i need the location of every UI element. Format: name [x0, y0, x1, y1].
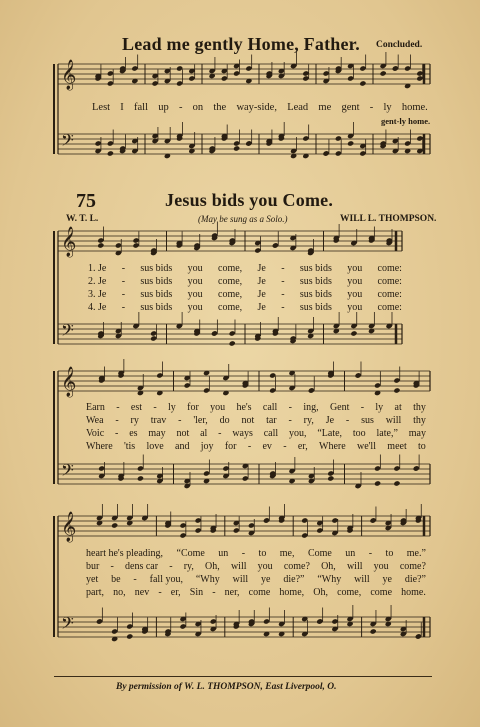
lyric-word: sus bids: [299, 289, 332, 300]
verse-line: [86, 587, 426, 598]
lyric-word: Je: [257, 289, 266, 300]
lyric-word: ev: [262, 441, 272, 452]
verse-line: [86, 561, 426, 572]
verse-line: [88, 276, 402, 287]
lyric-word: come,: [218, 289, 243, 300]
lyric-word: -: [116, 402, 120, 413]
lyric-word: Oh,: [321, 561, 336, 572]
lyric-word: er,: [297, 441, 308, 452]
lyric-word: Je: [325, 415, 335, 426]
lyric-word: ry: [130, 415, 139, 426]
lyric-word: come:: [377, 289, 402, 300]
lyric-word: yet: [86, 574, 99, 585]
lyric-word: Where: [319, 441, 346, 452]
lyric-word: dens car: [125, 561, 159, 572]
lyric-word: Lead: [287, 102, 309, 113]
lyric-word: ye: [261, 574, 271, 585]
lyric-word: tar: [266, 415, 277, 426]
lyric-word: Je: [257, 302, 266, 313]
lyric-word: -: [178, 102, 183, 113]
lyric-word: thy: [413, 402, 426, 413]
lyric-word: -: [241, 548, 246, 559]
lyric-word: die?”: [404, 574, 426, 585]
concluded-note: Concluded.: [376, 40, 423, 50]
lyric-word: -: [288, 402, 293, 413]
lyric-word: -: [110, 561, 114, 572]
lyric-word: sus bids: [299, 302, 332, 313]
lyric-word: you: [210, 402, 226, 413]
lyric-word: you: [347, 263, 363, 274]
lyric-word: ry,: [183, 561, 194, 572]
lyric-word: and: [175, 441, 190, 452]
lyric-word: 'ler,: [193, 415, 208, 426]
lyric-word: home,: [279, 587, 305, 598]
lyric-word: may: [148, 428, 166, 439]
lyric-word: will: [232, 574, 249, 585]
lyric-word: sus bids: [140, 276, 173, 287]
top-treble-note: [380, 70, 387, 76]
lyric-word: for: [224, 441, 237, 452]
lyric-word: ry,: [303, 415, 314, 426]
lyric-word: way-side,: [236, 102, 277, 113]
system-3-treble-clef: 𝄞: [61, 512, 77, 542]
lyric-word: sus bids: [140, 302, 173, 313]
lyric-word: come:: [377, 263, 402, 274]
lyric-word: sus bids: [299, 276, 332, 287]
system-1-bass-clef: 𝄢: [61, 320, 74, 344]
lyric-word: ly: [383, 102, 392, 113]
lyric-word: come: [370, 587, 393, 598]
lyric-word: -: [121, 276, 126, 287]
lyric-word: fall: [134, 102, 149, 113]
system-1-treble-note: [97, 242, 104, 248]
hymn-title: Jesus bids you Come.: [165, 190, 334, 210]
lyric-word: love: [146, 441, 164, 452]
lyric-word: Wea: [86, 415, 104, 426]
lyric-word: come: [248, 587, 271, 598]
lyric-word: -: [121, 289, 126, 300]
lyric-word: Oh,: [205, 561, 220, 572]
lyric-word: you: [373, 561, 389, 572]
lyric-word: die?”: [283, 574, 305, 585]
verse-line: [88, 302, 402, 313]
lyric-word: un: [345, 548, 356, 559]
lyric-word: -: [281, 276, 285, 287]
lyric-word: -: [212, 587, 216, 598]
lyric-word: -: [345, 415, 350, 426]
footer-rule: [54, 676, 432, 677]
lyric-word: sus bids: [140, 289, 173, 300]
lyric-word: come?: [399, 561, 426, 572]
lyric-word: home.: [401, 102, 428, 113]
system-2-treble-note: [393, 387, 400, 393]
lyric-word: come,: [218, 302, 243, 313]
hymn-composer: WILL L. THOMPSON.: [340, 214, 437, 224]
system-2-bass-note: [327, 475, 334, 481]
lyric-word: come:: [377, 302, 402, 313]
lyric-word: -: [178, 415, 182, 426]
lyric-word: -: [115, 415, 119, 426]
top-lyric-line: [92, 102, 428, 113]
lyric-word: part,: [86, 587, 105, 598]
lyric-word: Sin: [189, 587, 204, 598]
lyric-word: ye: [382, 574, 392, 585]
verse-line: [86, 548, 426, 559]
lyric-word: -: [158, 587, 162, 598]
lyric-word: trav: [150, 415, 167, 426]
verse-line: [86, 428, 426, 439]
lyric-word: sus bids: [299, 263, 332, 274]
lyric-word: bur: [86, 561, 100, 572]
lyric-word: thy: [413, 415, 426, 426]
top-lyric-sub: gent-ly home.: [381, 116, 431, 126]
permission-footer: By permission of W. L. THOMPSON, East Liverpool, O.: [116, 682, 337, 692]
lyric-word: Earn: [86, 402, 105, 413]
lyric-word: heart he's pleading,: [86, 548, 164, 559]
verse-line: [86, 402, 426, 413]
system-2-bass-note: [137, 475, 144, 481]
lyric-word: up: [158, 102, 169, 113]
lyric-word: -: [115, 428, 119, 439]
lyric-word: you: [187, 276, 203, 287]
top-treble-clef: 𝄞: [61, 60, 77, 90]
lyric-word: “Why: [195, 574, 220, 585]
lyric-word: you: [347, 302, 363, 313]
lyric-word: joy: [200, 441, 214, 452]
lyric-word: you: [257, 561, 273, 572]
lyric-word: the: [213, 102, 227, 113]
performance-note: (May be sung as a Solo.): [198, 214, 288, 224]
lyric-word: -: [121, 302, 126, 313]
lyric-word: Come: [307, 548, 332, 559]
lyric-word: meet: [387, 441, 407, 452]
verse-line: [88, 289, 402, 300]
lyric-word: Je: [257, 263, 266, 274]
lyric-word: will: [385, 415, 402, 426]
lyric-word: -: [369, 102, 374, 113]
lyric-word: -: [368, 548, 373, 559]
lyric-word: Je: [257, 276, 266, 287]
lyric-word: we'll: [356, 441, 376, 452]
lyric-word: ly: [375, 402, 384, 413]
lyric-word: gent: [341, 102, 360, 113]
lyric-word: on: [192, 102, 204, 113]
lyric-word: sus: [361, 415, 374, 426]
lyric-word: -: [133, 574, 137, 585]
lyric-word: too: [352, 428, 366, 439]
verse-line: [88, 263, 402, 274]
lyric-word: will: [230, 561, 247, 572]
lyric-word: you,: [289, 428, 307, 439]
lyric-word: Oh,: [313, 587, 328, 598]
lyric-word: nev: [134, 587, 150, 598]
lyric-word: -: [153, 402, 157, 413]
lyric-word: ing,: [303, 402, 319, 413]
top-treble-note: [359, 80, 366, 86]
lyric-word: Where: [86, 441, 113, 452]
verse-line: [86, 415, 426, 426]
lyric-word: you: [187, 289, 203, 300]
lyric-word: “Late,: [317, 428, 343, 439]
lyric-word: ways: [232, 428, 253, 439]
lyric-word: “Why: [317, 574, 342, 585]
lyric-word: 2. Je: [88, 276, 107, 287]
lyric-word: est: [130, 402, 142, 413]
lyric-word: me.”: [406, 548, 426, 559]
lyric-word: call: [262, 402, 278, 413]
lyric-word: at: [394, 402, 402, 413]
lyric-word: will: [346, 561, 363, 572]
lyric-word: to: [385, 548, 394, 559]
lyric-word: come?: [283, 561, 310, 572]
lyric-word: come,: [218, 263, 243, 274]
lyric-word: may: [408, 428, 426, 439]
verse-line: [86, 441, 426, 452]
lyric-word: no,: [113, 587, 126, 598]
lyric-word: home.: [401, 587, 426, 598]
lyric-word: 'tis: [123, 441, 136, 452]
lyric-word: -: [281, 263, 285, 274]
system-1-bass-note: [229, 340, 236, 346]
lyric-word: es: [129, 428, 138, 439]
top-bass-note: [233, 145, 240, 151]
lyric-word: fall you,: [149, 574, 183, 585]
top-bass-clef: 𝄢: [61, 130, 74, 154]
top-bass-note: [347, 140, 354, 146]
lyric-word: -: [360, 402, 365, 413]
lyric-word: -: [288, 415, 292, 426]
system-3-bass-note: [126, 633, 133, 639]
lyric-word: me: [318, 102, 332, 113]
system-2-bass-note: [393, 480, 400, 486]
lyric-word: for: [187, 402, 199, 413]
lyric-word: un: [218, 548, 229, 559]
lyric-word: 3. Je: [88, 289, 107, 300]
system-1-treble-clef: 𝄞: [61, 227, 77, 257]
lyric-word: do: [219, 415, 230, 426]
lyric-word: sus bids: [140, 263, 173, 274]
lyric-word: be: [111, 574, 121, 585]
system-3-treble-note: [111, 522, 118, 528]
top-title: Lead me gently Home, Father.: [122, 34, 360, 54]
lyric-word: you: [347, 276, 363, 287]
lyric-word: Gent: [329, 402, 350, 413]
lyric-word: not: [241, 415, 255, 426]
lyric-word: you: [347, 289, 363, 300]
lyric-word: come:: [377, 276, 402, 287]
lyric-word: to: [258, 548, 267, 559]
system-3-bass-clef: 𝄢: [61, 613, 74, 637]
system-1-bass-note: [350, 330, 357, 336]
lyric-word: “Come: [176, 548, 205, 559]
lyric-word: come,: [218, 276, 243, 287]
lyric-word: -: [281, 289, 285, 300]
lyric-word: ly: [168, 402, 176, 413]
system-2-treble-clef: 𝄞: [61, 367, 77, 397]
lyric-word: come,: [337, 587, 362, 598]
lyric-word: -: [169, 561, 173, 572]
lyric-word: al: [200, 428, 208, 439]
lyric-word: -: [281, 302, 285, 313]
lyric-word: -: [121, 263, 126, 274]
lyric-word: call: [263, 428, 279, 439]
hymn-number: 75: [76, 190, 96, 212]
lyric-word: Lest: [92, 102, 111, 113]
lyric-word: will: [354, 574, 370, 585]
lyric-word: -: [218, 428, 222, 439]
lyric-word: to: [418, 441, 426, 452]
lyric-word: 4. Je: [88, 302, 107, 313]
system-2-bass-note: [374, 480, 381, 486]
lyric-word: -: [283, 441, 287, 452]
lyric-word: -: [247, 441, 252, 452]
lyric-word: you: [187, 302, 203, 313]
lyric-word: Voic: [86, 428, 105, 439]
lyric-word: er,: [170, 587, 181, 598]
system-2-bass-clef: 𝄢: [61, 460, 74, 484]
lyric-word: he's: [236, 402, 252, 413]
lyric-word: me,: [279, 548, 295, 559]
lyric-word: you: [187, 263, 203, 274]
lyric-word: late,”: [376, 428, 398, 439]
lyric-word: I: [120, 102, 124, 113]
lyric-word: not: [176, 428, 190, 439]
top-bass-note: [107, 150, 114, 156]
system-3-bass-note: [370, 628, 377, 634]
hymn-author: W. T. L.: [66, 214, 99, 224]
verse-line: [86, 574, 426, 585]
lyric-word: ner,: [224, 587, 240, 598]
lyric-word: 1. Je: [88, 263, 107, 274]
